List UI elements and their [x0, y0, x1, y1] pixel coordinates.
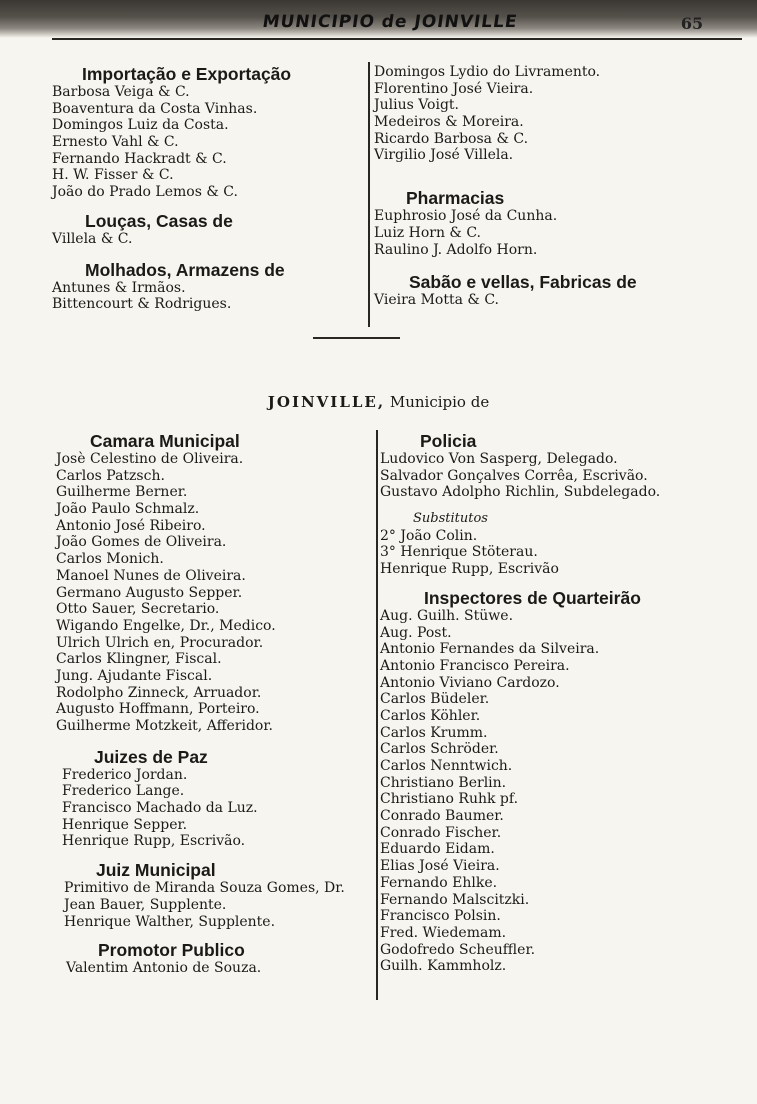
list-item: Jung. Ajudante Fiscal.	[56, 667, 213, 684]
list-item: Carlos Köhler.	[380, 707, 481, 724]
list-item: Ernesto Vahl & C.	[52, 134, 179, 151]
list-item: Germano Augusto Sepper.	[56, 584, 243, 601]
list-item: Christiano Ruhk pf.	[380, 791, 519, 808]
list-item: Otto Sauer, Secretario.	[56, 601, 220, 618]
heading-juizes-de-paz: Juizes de Paz	[94, 746, 208, 767]
list-item: 3° Henrique Stöterau.	[380, 544, 538, 561]
list-item: Conrado Baumer.	[380, 808, 504, 825]
list-item: Euphrosio José da Cunha.	[374, 208, 558, 225]
list-item: Josè Celestino de Oliveira.	[56, 451, 244, 467]
list-item: Guilh. Kammholz.	[380, 958, 507, 975]
list-item: Godofredo Scheuffler.	[380, 941, 536, 958]
page-number: 65	[680, 14, 704, 33]
list-item: Bittencourt & Rodrigues.	[52, 296, 232, 313]
list-item: Elias José Vieira.	[380, 858, 500, 875]
list-item: Salvador Gonçalves Corrêa, Escrivão.	[380, 467, 648, 484]
list-item: Barbosa Veiga & C.	[52, 84, 190, 100]
list-item: Wigando Engelke, Dr., Medico.	[56, 617, 276, 634]
list-item: Ulrich Ulrich en, Procurador.	[56, 634, 264, 651]
list-item: Antunes & Irmãos.	[52, 279, 186, 296]
list-item: Fernando Malscitzki.	[380, 891, 530, 908]
top-left-column	[52, 64, 364, 313]
heading-pharmacias: Pharmacias	[406, 188, 505, 209]
bottom-column-divider	[376, 430, 378, 1000]
heading-promotor-publico: Promotor Publico	[98, 940, 245, 961]
list-item: Francisco Polsin.	[380, 908, 501, 925]
list-item: Frederico Lange.	[62, 783, 185, 800]
list-item: Medeiros & Moreira.	[374, 114, 524, 131]
bottom-right-column	[380, 431, 750, 975]
list-item: Domingos Lydio do Livramento.	[374, 64, 601, 80]
list-item: Luiz Horn & C.	[374, 224, 481, 241]
section-title	[0, 393, 757, 411]
list-item: Ludovico Von Sasperg, Delegado.	[380, 451, 618, 467]
list-item: Carlos Büdeler.	[380, 691, 490, 708]
heading-molhados: Molhados, Armazens de	[85, 259, 285, 280]
list-item: Domingos Luiz da Costa.	[52, 117, 229, 134]
list-item: Florentino José Vieira.	[374, 80, 534, 97]
section-separator	[313, 337, 400, 339]
running-head	[0, 0, 757, 38]
list-item: Vieira Motta & C.	[374, 292, 499, 309]
list-item: Aug. Guilh. Stüwe.	[380, 607, 514, 624]
list-item: Aug. Post.	[380, 624, 452, 641]
list-item: Henrique Walther, Supplente.	[64, 913, 276, 930]
list-item: Eduardo Eidam.	[380, 841, 495, 858]
list-item: Frederico Jordan.	[62, 766, 188, 783]
list-item: Henrique Sepper.	[62, 816, 188, 833]
section-title-name: JOINVILLE,	[267, 393, 386, 411]
bottom-left-column	[56, 431, 378, 977]
list-item: Carlos Monich.	[56, 551, 164, 568]
list-item: Carlos Schröder.	[380, 741, 499, 758]
list-item: Boaventura da Costa Vinhas.	[52, 100, 258, 117]
list-item: Valentim Antonio de Souza.	[66, 960, 262, 977]
list-item: Villela & C.	[52, 230, 133, 247]
list-item: Primitivo de Miranda Souza Gomes, Dr.	[64, 880, 345, 897]
list-item: Francisco Machado da Luz.	[62, 800, 258, 817]
list-item: Antonio Francisco Pereira.	[380, 657, 570, 674]
list-item: Manoel Nunes de Oliveira.	[56, 567, 246, 584]
heading-importacao: Importação e Exportação	[82, 64, 292, 84]
section-title-rest: Municipio de	[389, 393, 490, 411]
heading-sabao: Sabão e vellas, Fabricas de	[409, 272, 637, 293]
list-item: Raulino J. Adolfo Horn.	[374, 241, 538, 258]
header-rule	[52, 38, 742, 40]
list-item: Fred. Wiedemam.	[380, 924, 507, 941]
list-item: João do Prado Lemos & C.	[52, 184, 238, 201]
list-item: Christiano Berlin.	[380, 774, 507, 791]
list-item: Fernando Hackradt & C.	[52, 150, 227, 167]
list-item: Guilherme Motzkeit, Afferidor.	[56, 718, 273, 734]
heading-policia: Policia	[420, 431, 477, 451]
list-item: Carlos Klingner, Fiscal.	[56, 651, 222, 668]
subheading-substitutos: Substitutos	[413, 511, 488, 527]
list-item: Augusto Hoffmann, Porteiro.	[56, 701, 260, 718]
list-item: Julius Voigt.	[374, 97, 460, 114]
list-item: 2° João Colin.	[380, 527, 478, 544]
top-column-divider	[368, 62, 370, 327]
list-item: João Gomes de Oliveira.	[56, 534, 227, 551]
list-item: Antonio Fernandes da Silveira.	[380, 641, 600, 658]
list-item: Henrique Rupp, Escrivão	[380, 561, 559, 578]
list-item: Antonio Viviano Cardozo.	[380, 674, 560, 691]
list-item: Henrique Rupp, Escrivão.	[62, 833, 246, 850]
list-item: Guilherme Berner.	[56, 484, 188, 501]
heading-loucas: Louças, Casas de	[85, 210, 233, 231]
list-item: Antonio José Ribeiro.	[56, 517, 206, 534]
list-item: João Paulo Schmalz.	[56, 501, 200, 518]
top-right-column	[374, 64, 744, 309]
list-item: Fernando Ehlke.	[380, 874, 498, 891]
heading-juiz-municipal: Juiz Municipal	[96, 860, 216, 881]
running-head-title: MUNICIPIO de JOINVILLE	[261, 12, 519, 32]
heading-camara-municipal: Camara Municipal	[90, 431, 240, 451]
list-item: Carlos Krumm.	[380, 724, 488, 741]
list-item: Ricardo Barbosa & C.	[374, 130, 529, 147]
list-item: Virgilio José Villela.	[374, 147, 514, 164]
list-item: Jean Bauer, Supplente.	[64, 896, 227, 913]
list-item: Gustavo Adolpho Richlin, Subdelegado.	[380, 484, 661, 501]
list-item: Rodolpho Zinneck, Arruador.	[56, 684, 262, 701]
list-item: Conrado Fischer.	[380, 824, 502, 841]
list-item: Carlos Patzsch.	[56, 467, 165, 484]
heading-inspectores: Inspectores de Quarteirão	[424, 587, 641, 608]
list-item: Carlos Nenntwich.	[380, 758, 513, 774]
list-item: H. W. Fisser & C.	[52, 167, 174, 184]
